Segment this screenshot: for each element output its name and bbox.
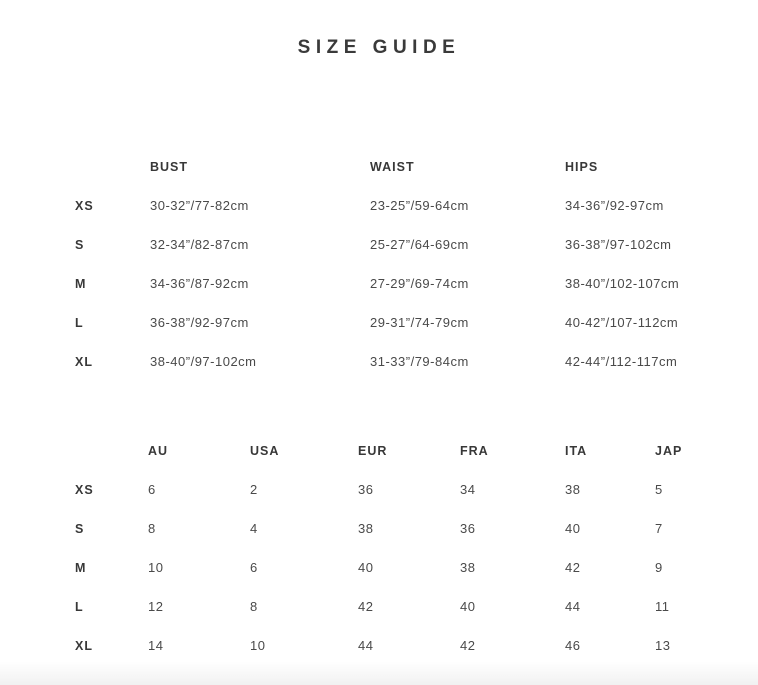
table-cell: 32-34”/82-87cm	[150, 237, 249, 252]
row-size-label: S	[75, 237, 85, 252]
table-cell: 14	[148, 638, 164, 653]
column-header: HIPS	[565, 159, 599, 174]
table-cell: 4	[250, 521, 258, 536]
table-cell: 9	[655, 560, 663, 575]
column-header: BUST	[150, 159, 189, 174]
table-cell: 13	[655, 638, 671, 653]
table-cell: 44	[565, 599, 581, 614]
table-corner-cell	[75, 431, 148, 470]
table-cell: 6	[148, 482, 156, 497]
table-cell: 36-38”/92-97cm	[150, 315, 249, 330]
measurement-table	[75, 147, 725, 381]
table-cell: 36	[460, 521, 476, 536]
table-cell: 30-32”/77-82cm	[150, 198, 249, 213]
column-header: WAIST	[370, 159, 415, 174]
table-cell: 40-42”/107-112cm	[565, 315, 679, 330]
row-size-label: L	[75, 315, 84, 330]
column-header: FRA	[460, 443, 489, 458]
table-cell: 38-40”/97-102cm	[150, 354, 257, 369]
table-cell: 7	[655, 521, 663, 536]
table-cell: 34-36”/92-97cm	[565, 198, 664, 213]
table-cell: 5	[655, 482, 663, 497]
row-size-label: M	[75, 276, 87, 291]
table-cell: 38	[460, 560, 476, 575]
row-size-label: XS	[75, 482, 94, 497]
table-cell: 8	[148, 521, 156, 536]
table-cell: 8	[250, 599, 258, 614]
table-cell: 36	[358, 482, 374, 497]
table-cell: 38	[565, 482, 581, 497]
table-cell: 10	[148, 560, 164, 575]
table-cell: 27-29”/69-74cm	[370, 276, 469, 291]
table-cell: 10	[250, 638, 266, 653]
table-cell: 42	[460, 638, 476, 653]
row-size-label: S	[75, 521, 85, 536]
row-size-label: XL	[75, 638, 93, 653]
table-cell: 34	[460, 482, 476, 497]
table-cell: 12	[148, 599, 164, 614]
row-size-label: L	[75, 599, 84, 614]
table-cell: 6	[250, 560, 258, 575]
table-cell: 38	[358, 521, 374, 536]
table-cell: 36-38”/97-102cm	[565, 237, 672, 252]
row-size-label: XS	[75, 198, 94, 213]
table-corner-cell	[75, 147, 150, 186]
table-cell: 29-31”/74-79cm	[370, 315, 469, 330]
table-cell: 23-25”/59-64cm	[370, 198, 469, 213]
column-header: USA	[250, 443, 280, 458]
conversion-table	[75, 431, 715, 665]
row-size-label: M	[75, 560, 87, 575]
table-cell: 42-44”/112-117cm	[565, 354, 678, 369]
page-title: SIZE GUIDE	[297, 37, 461, 58]
table-cell: 34-36”/87-92cm	[150, 276, 249, 291]
table-cell: 31-33”/79-84cm	[370, 354, 469, 369]
row-size-label: XL	[75, 354, 93, 369]
column-header: JAP	[655, 443, 683, 458]
table-cell: 40	[565, 521, 581, 536]
column-header: ITA	[565, 443, 588, 458]
table-cell: 38-40”/102-107cm	[565, 276, 680, 291]
table-cell: 44	[358, 638, 374, 653]
column-header: EUR	[358, 443, 388, 458]
table-cell: 25-27”/64-69cm	[370, 237, 469, 252]
table-cell: 40	[358, 560, 374, 575]
table-cell: 40	[460, 599, 476, 614]
table-cell: 11	[655, 599, 670, 614]
table-cell: 42	[358, 599, 374, 614]
column-header: AU	[148, 443, 169, 458]
table-cell: 42	[565, 560, 581, 575]
table-cell: 46	[565, 638, 581, 653]
table-cell: 2	[250, 482, 258, 497]
